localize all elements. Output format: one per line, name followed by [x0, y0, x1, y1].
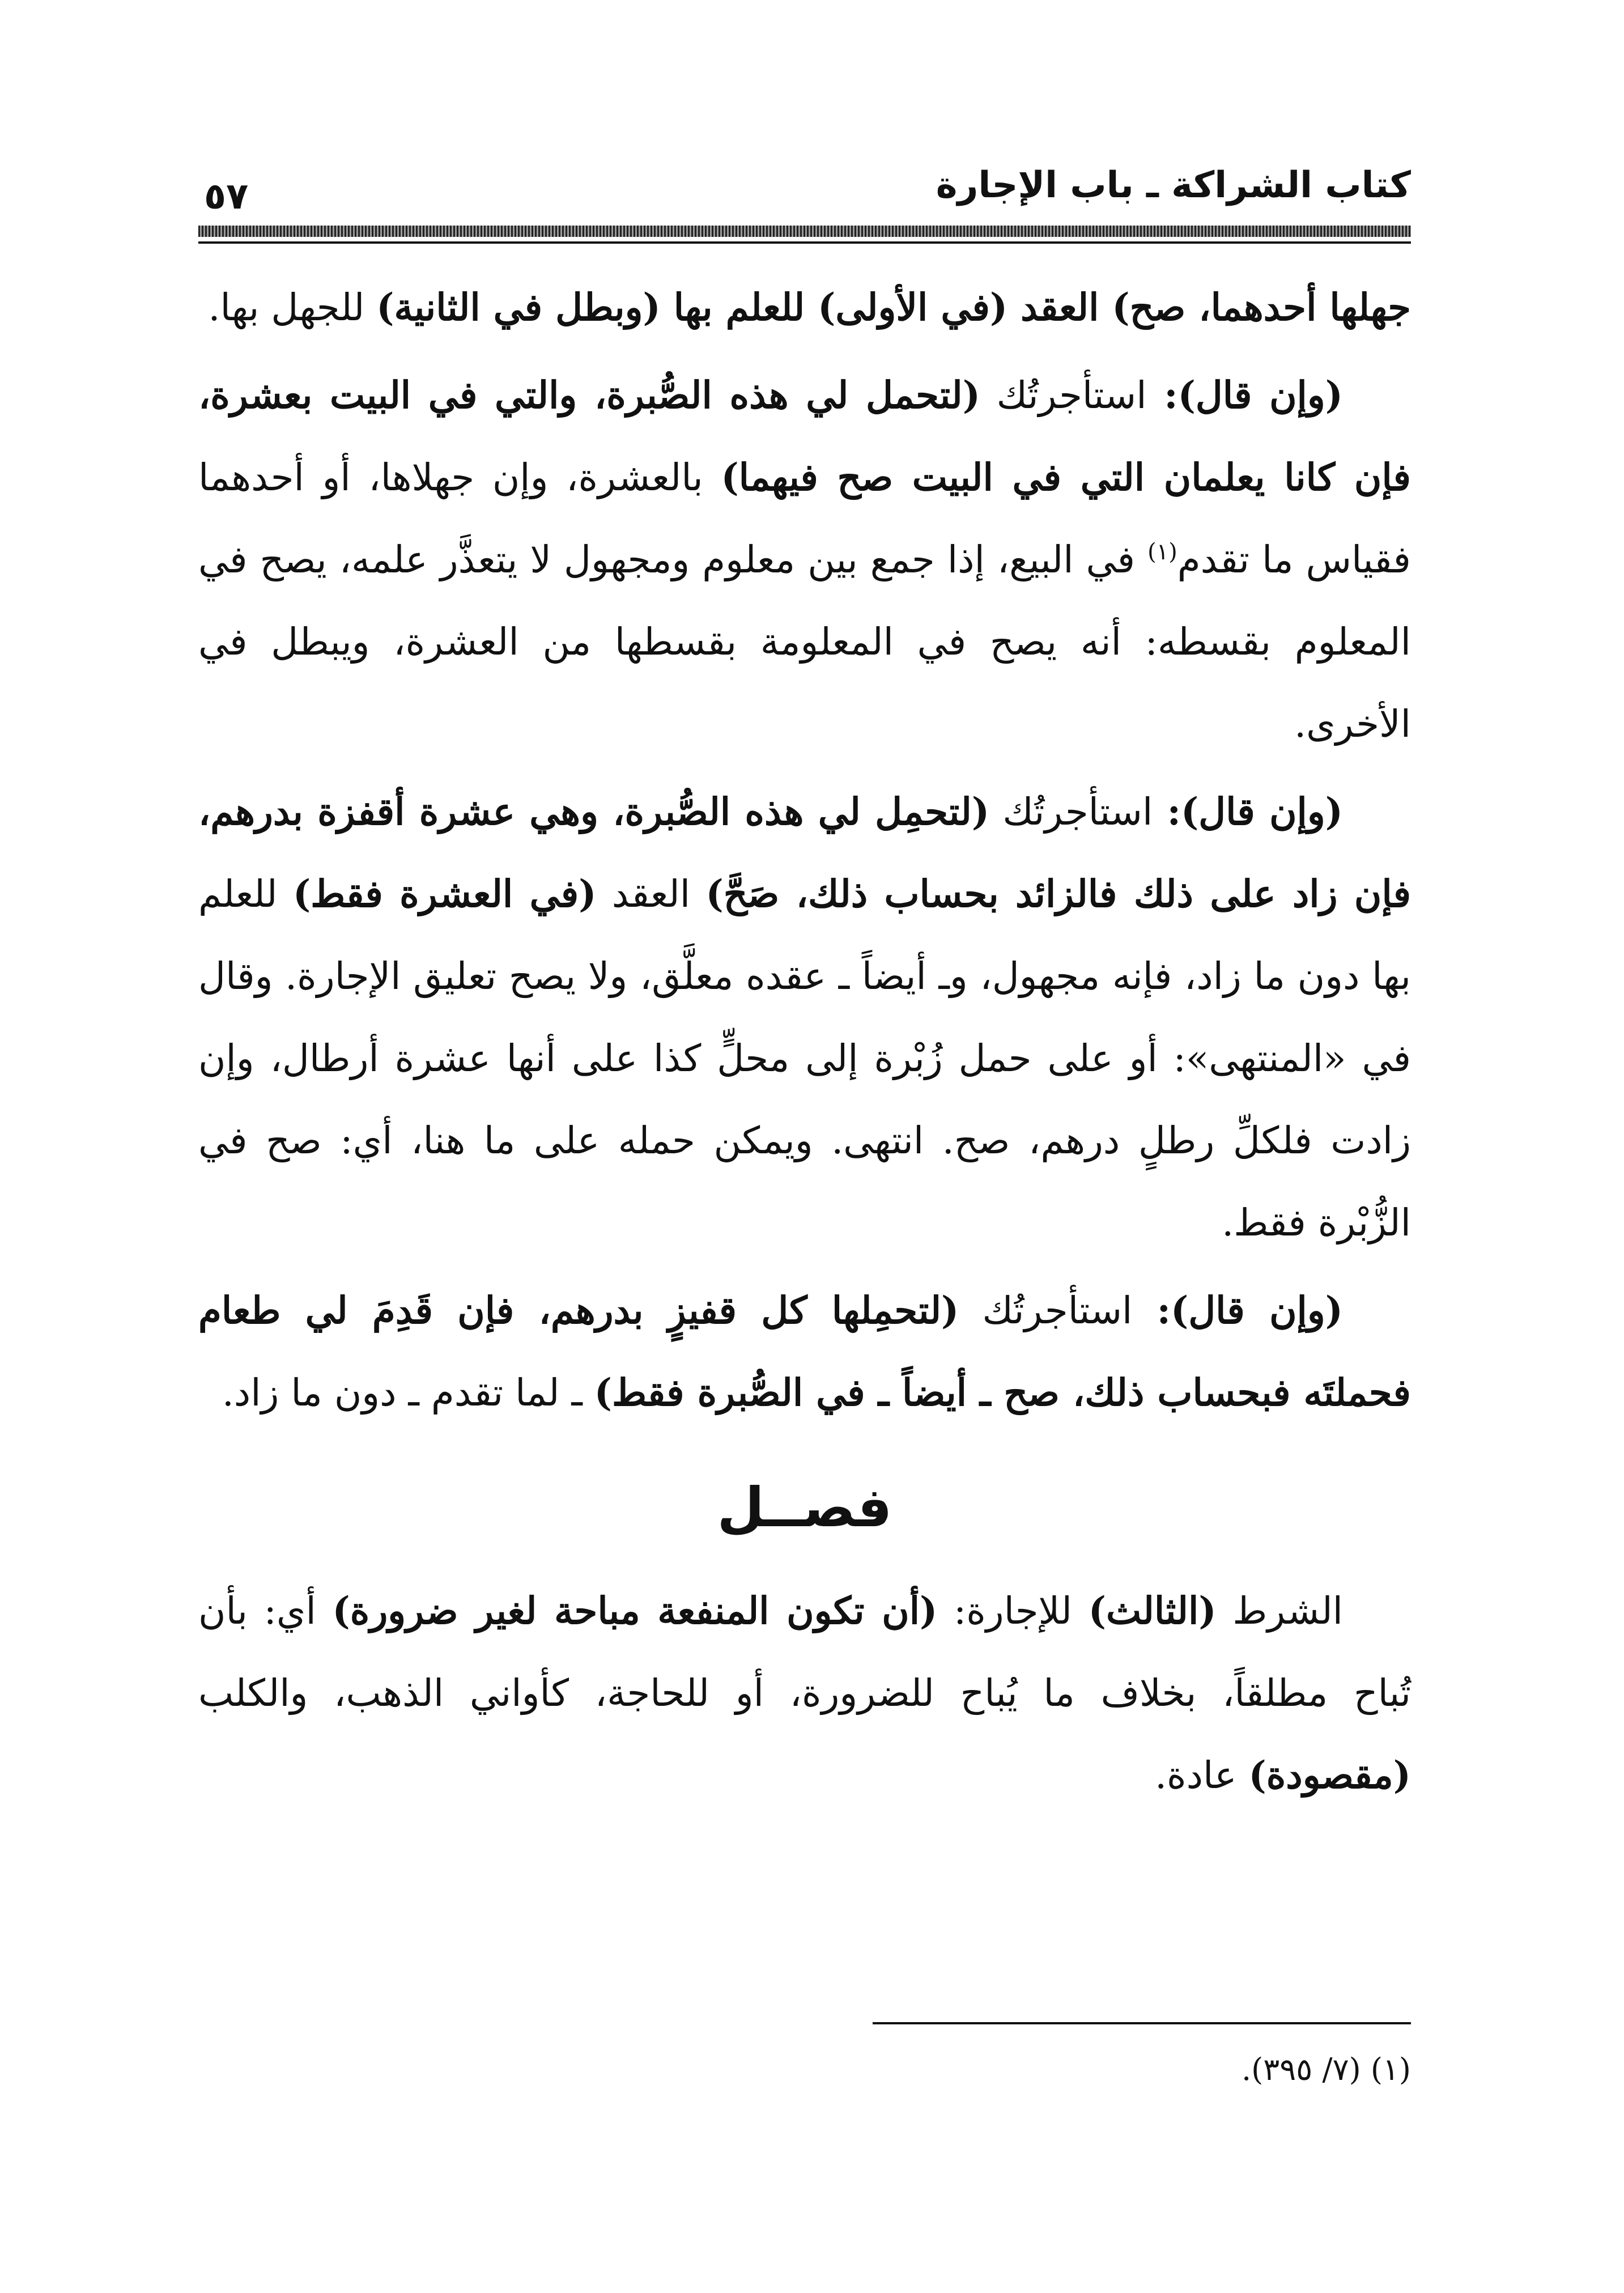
text-run: (وإن قال): — [1153, 789, 1343, 834]
text-run: الشرط — [1216, 1589, 1344, 1633]
text-run: (لتحمل لي هذه الصُّبرة، والتي في البيت بعشرة، فإن كانا يعلمان التي في البيت صح فيهما) — [198, 373, 1411, 499]
paragraph — [198, 771, 1411, 1264]
text-run: (أن تكون المنفعة مباحة لغير ضرورة) — [332, 1589, 938, 1633]
text-run: (الثالث) — [1088, 1589, 1217, 1633]
running-header — [198, 153, 1411, 238]
header-rule-thin — [198, 241, 1411, 244]
body-text — [198, 266, 1411, 1822]
text-run: العقد — [596, 872, 706, 916]
paragraph — [198, 1570, 1411, 1816]
text-run: عادة. — [1155, 1753, 1249, 1797]
text-run: للإجارة: — [937, 1589, 1089, 1633]
text-run: (وإن قال): — [1146, 373, 1343, 417]
text-run: استأجرتُك — [980, 373, 1147, 417]
header-rule — [198, 226, 1411, 237]
text-run: بالعشرة، وإن جهلاها، أو أحدهما فقياس ما تقدم — [198, 456, 1411, 581]
text-run: في البيع، إذا جمع بين معلوم ومجهول لا يتعذَّر علمه، يصح في المعلوم بقسطه: أنه يصح في المعلومة بقسطها من العشرة، ويبطل في الأخرى. — [198, 538, 1411, 746]
text-run: جهلها أحدهما، صح) العقد (في الأولى) للعلم بها (وبطل في الثانية) — [376, 285, 1411, 329]
text-run: استأجرتُك — [989, 790, 1153, 834]
paragraph — [198, 354, 1411, 765]
text-run: (وإن قال): — [1132, 1288, 1343, 1332]
text-run: (في العشرة فقط) — [292, 872, 597, 916]
footnote: (١) (٧/ ٣٩٥). — [1241, 2052, 1411, 2087]
text-run: ـ لما تقدم ـ دون ما زاد. — [222, 1371, 594, 1415]
footnote-rule — [873, 2022, 1411, 2024]
header-title: كتاب الشراكة ـ باب الإجارة — [936, 164, 1411, 206]
text-run: (لتحمِلها كل قفيزٍ بدرهم، فإن قَدِمَ لي طعام فحملتَه فبحساب ذلك، صح ـ أيضاً ـ في الصُّبرة فقط) — [198, 1288, 1411, 1415]
text-run: للعلم بها دون ما زاد، فإنه مجهول، وـ أيضاً ـ عقده معلَّق، ولا يصح تعليق الإجارة. وقال في «المنتهى»: أو على حمل زُبْرة إلى محلٍّ كذا على أنها عشرة أرطال، وإن زادت فلكلِّ رطلٍ درهم، صح. انتهى. ويمكن حمله على ما هنا، أي: صح في الزُّبْرة فقط. — [198, 872, 1411, 1245]
text-run: للجهل بها. — [208, 286, 377, 329]
footnote-marker: (١) — [1147, 539, 1177, 565]
paragraph — [198, 1269, 1411, 1434]
text-run: أي: بأن تُباح مطلقاً، بخلاف ما يُباح للضرورة، أو للحاجة، كأواني الذهب، والكلب — [198, 1589, 1411, 1715]
section-heading: فصــل — [717, 1476, 892, 1539]
paragraph — [198, 266, 1411, 349]
text-run: استأجرتُك — [959, 1289, 1133, 1332]
text-run: (مقصودة) — [1248, 1753, 1411, 1797]
text-run: (لتحمِل لي هذه الصُّبرة، وهي عشرة أقفزة بدرهم، فإن زاد على ذلك فالزائد بحساب ذلك، صَحَّ) — [198, 789, 1411, 916]
page-number: ٥٧ — [204, 176, 249, 218]
